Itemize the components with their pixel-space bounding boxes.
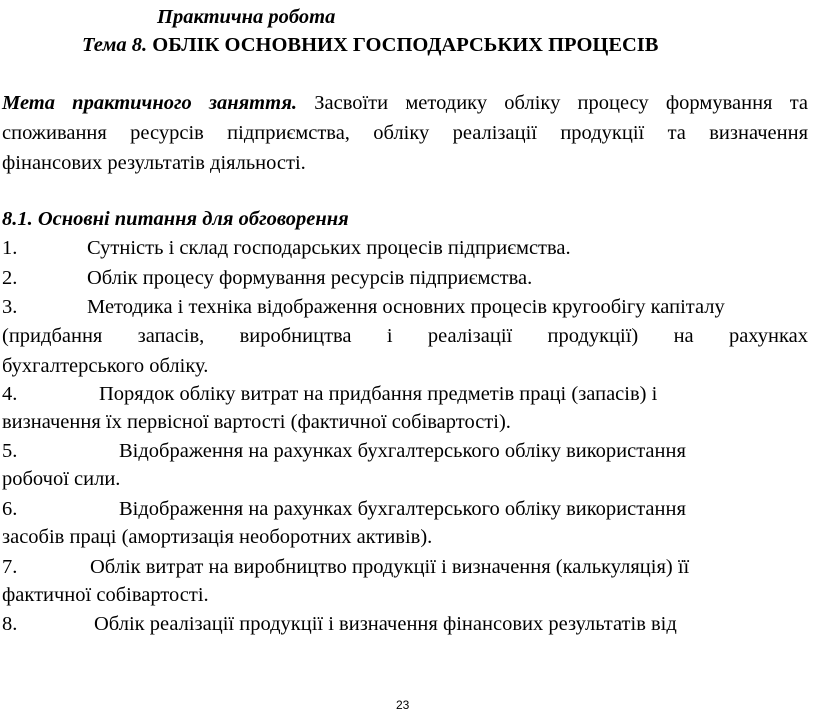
item-text: (придбання запасів, виробництва і реалізації продукції) на рахунках <box>2 325 808 347</box>
item-text: Облік процесу формування ресурсів підприємства. <box>87 267 533 289</box>
theme-title: ОБЛІК ОСНОВНИХ ГОСПОДАРСЬКИХ ПРОЦЕСІВ <box>152 34 659 56</box>
practical-title: Практична робота <box>157 6 336 28</box>
list-item-continuation: фактичної собівартості. <box>2 584 209 606</box>
item-number: 7. <box>2 556 18 578</box>
item-text: Порядок обліку витрат на придбання предметів праці (запасів) і <box>99 383 658 405</box>
list-item-continuation: визначення їх первісної вартості (фактичної собівартості). <box>2 411 511 433</box>
list-item <box>2 292 725 322</box>
item-number: 1. <box>2 237 18 259</box>
goal-paragraph <box>2 88 808 178</box>
item-text: Методика і техніка відображення основних процесів кругообігу капіталу <box>87 296 725 318</box>
item-number: 3. <box>2 296 18 318</box>
item-text: Облік реалізації продукції і визначення фінансових результатів від <box>94 613 677 635</box>
list-item <box>2 263 532 293</box>
item-number: 4. <box>2 383 18 405</box>
goal-text-1: Засвоїти методику обліку процесу формування та <box>314 92 808 114</box>
list-item-continuation: робочої сили. <box>2 468 121 490</box>
item-text: Сутність і склад господарських процесів підприємства. <box>87 237 571 259</box>
theme-prefix: Тема 8. <box>82 34 148 56</box>
list-item <box>2 494 686 524</box>
item-3-continuation <box>2 321 808 381</box>
theme-line <box>82 30 658 60</box>
list-item <box>2 436 686 466</box>
item-text: Облік витрат на виробництво продукції і визначення (калькуляція) її <box>90 556 690 578</box>
section-heading: 8.1. Основні питання для обговорення <box>2 208 349 230</box>
goal-label: Мета практичного заняття. <box>2 92 297 114</box>
item-text: Відображення на рахунках бухгалтерського обліку використання <box>119 498 686 520</box>
goal-line-3: фінансових результатів діяльності. <box>2 152 306 174</box>
list-item <box>2 379 657 409</box>
list-item <box>2 552 689 582</box>
goal-line-2: споживання ресурсів підприємства, обліку реалізації продукції та визначення <box>2 122 808 144</box>
list-item-continuation: засобів праці (амортизація необоротних активів). <box>2 526 433 548</box>
item-number: 5. <box>2 440 18 462</box>
goal-line-1 <box>2 88 808 118</box>
list-item <box>2 233 571 263</box>
list-item <box>2 609 677 639</box>
item-text: бухгалтерського обліку. <box>2 355 209 377</box>
page-number: 23 <box>396 698 410 712</box>
item-number: 6. <box>2 498 18 520</box>
item-number: 8. <box>2 613 18 635</box>
item-text: Відображення на рахунках бухгалтерського обліку використання <box>119 440 686 462</box>
item-number: 2. <box>2 267 18 289</box>
